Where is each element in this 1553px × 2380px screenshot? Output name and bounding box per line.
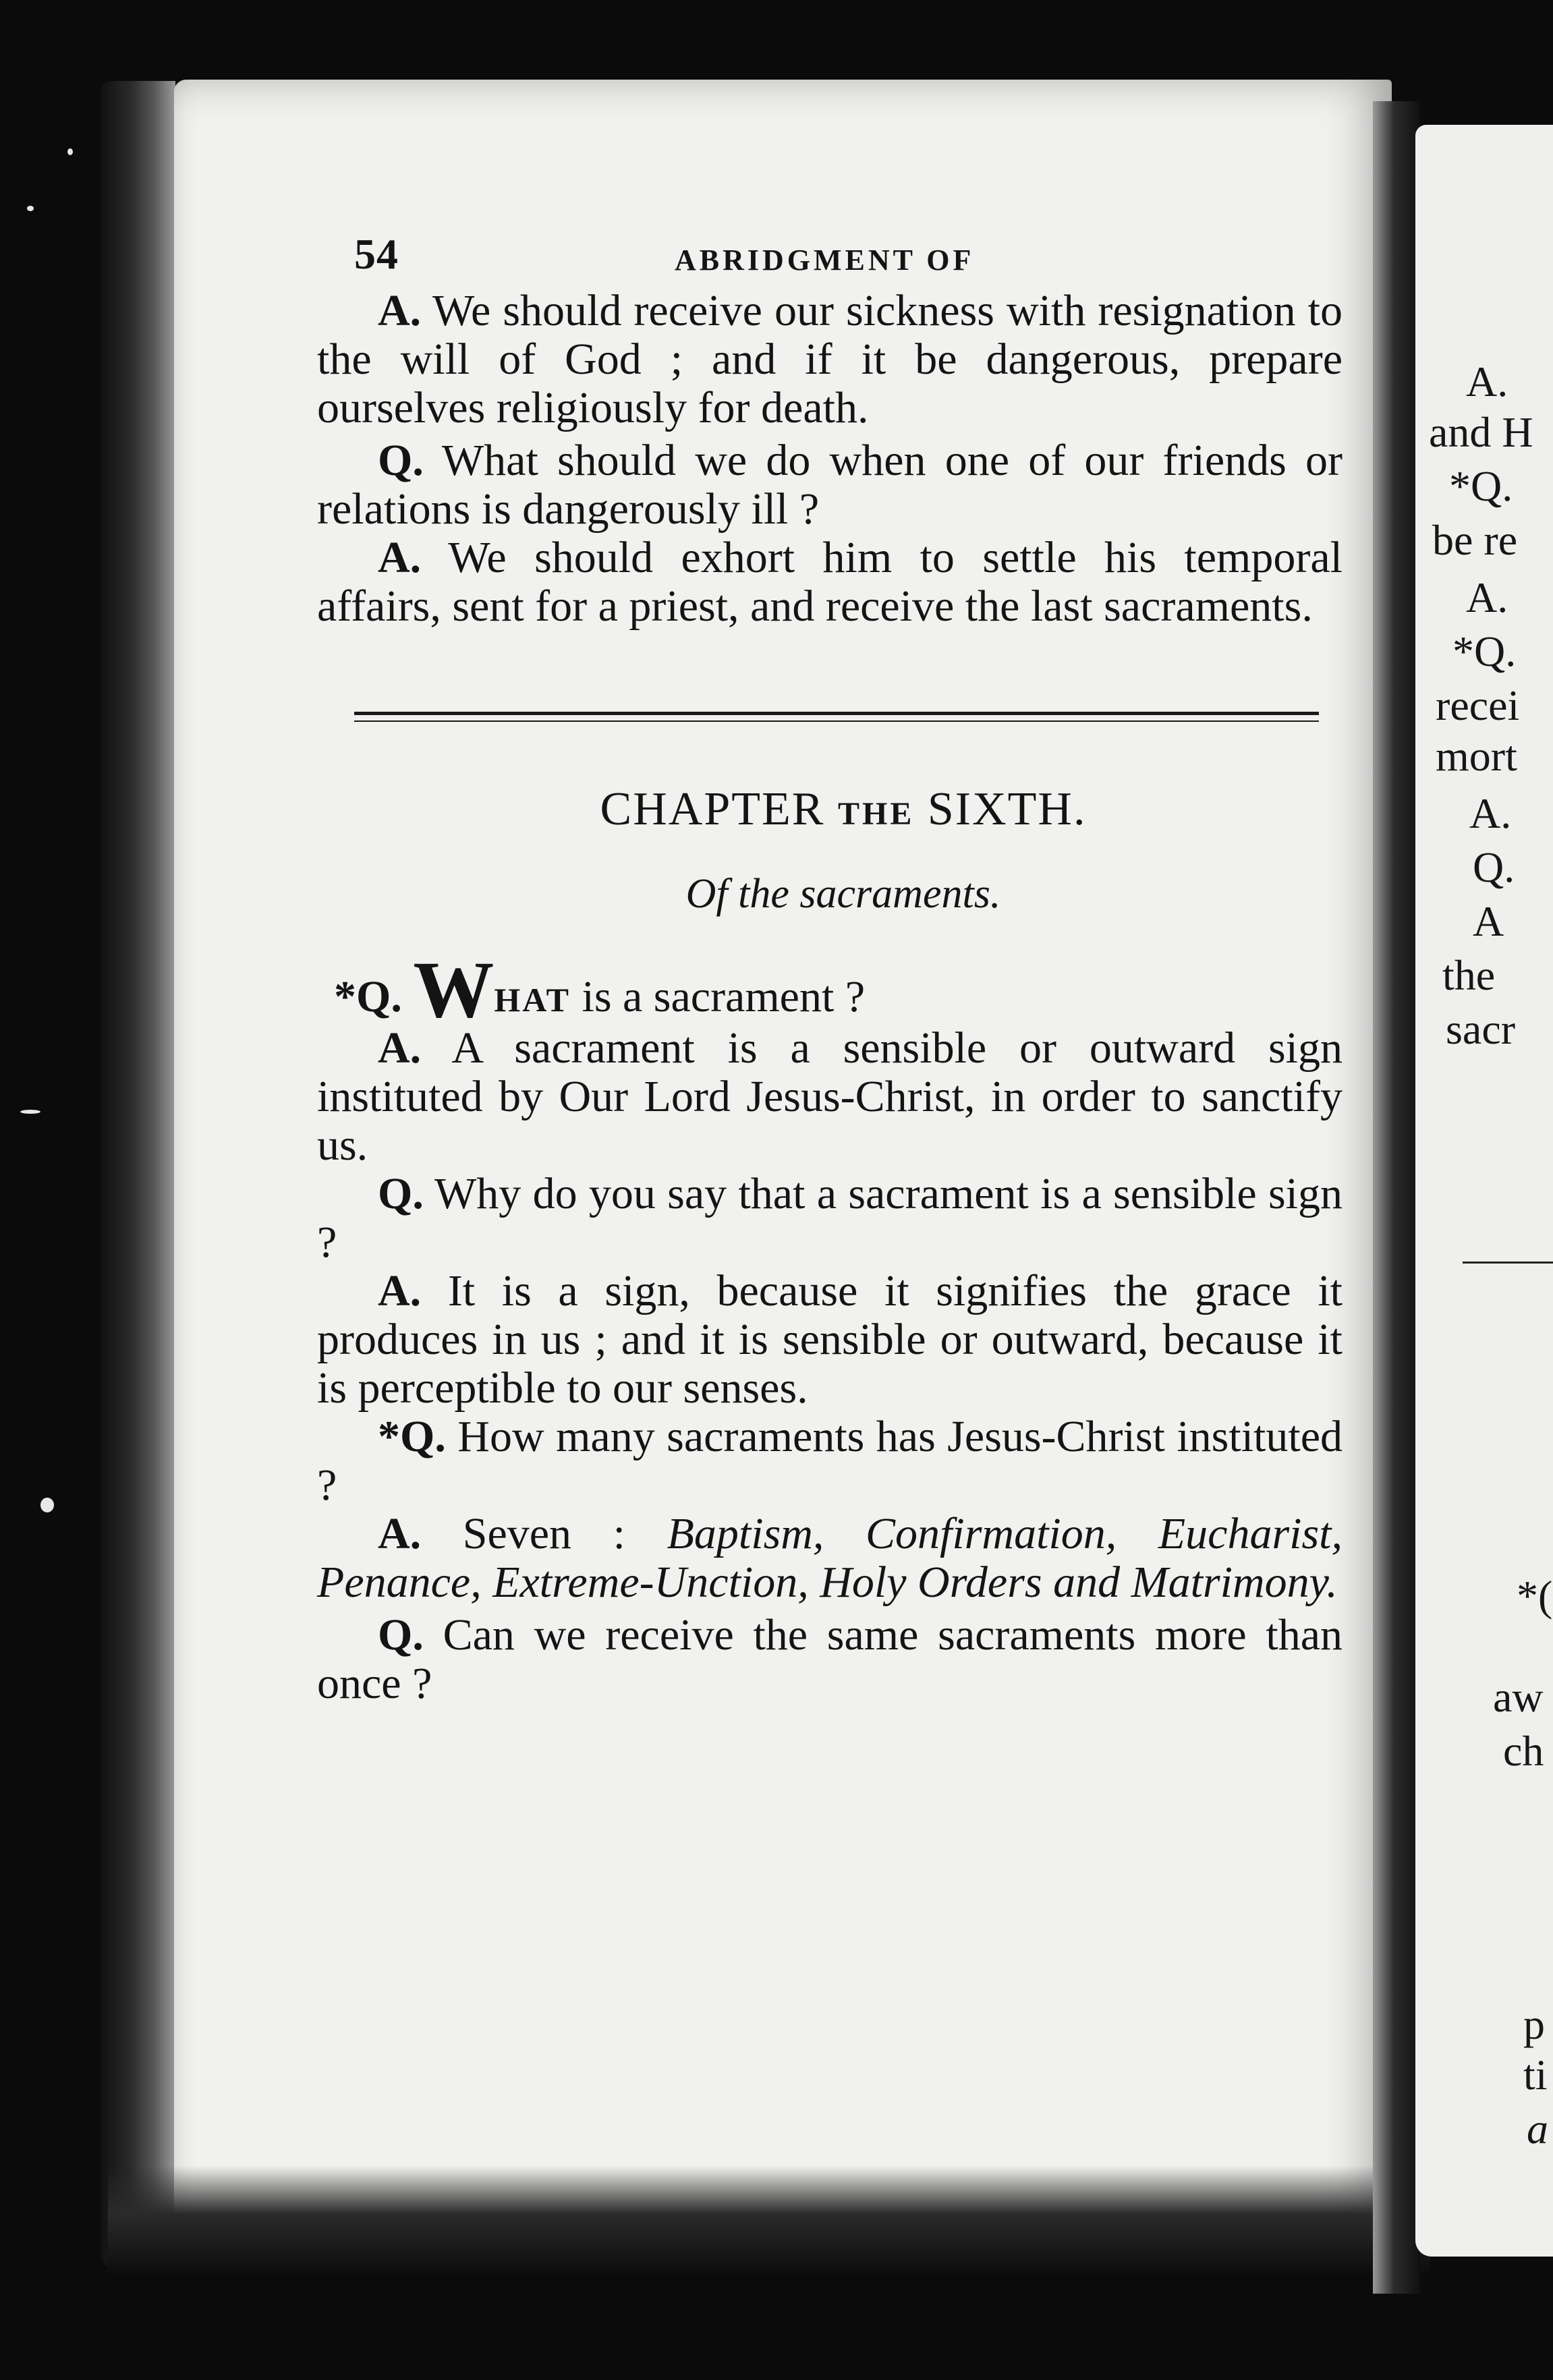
paragraph-text: We should exhort him to settle his temporal affairs, sent for a priest, and receive the last sacraments. (317, 533, 1343, 631)
scan-speck (20, 1110, 40, 1114)
paragraph-text: How many sacraments has Jesus-Christ instituted ? (317, 1412, 1343, 1510)
right-fragment: the (1442, 951, 1496, 999)
answer-label: A. (378, 1023, 422, 1073)
right-fragment: *( (1517, 1572, 1553, 1620)
question-label: Q. (378, 436, 424, 485)
right-fragment: be re (1432, 516, 1518, 564)
right-fragment: A. (1466, 358, 1508, 405)
paragraph (317, 436, 1343, 534)
section-title: Of the sacraments. (685, 871, 1001, 917)
paragraph-text: What should we do when one of our friends or relations is dangerously ill ? (317, 436, 1343, 534)
chapter-divider (354, 712, 1319, 722)
book-edge (101, 81, 175, 2267)
answer-label: A. (378, 1266, 422, 1315)
paragraph-text: Seven : (462, 1509, 625, 1558)
drop-cap: W (413, 944, 495, 1034)
running-head-title: ABRIDGMENT OF (675, 244, 975, 277)
question-label: Q. (378, 1169, 424, 1218)
book-gutter (1373, 101, 1420, 2294)
right-fragment: a (1527, 2105, 1548, 2153)
page-number: 54 (354, 230, 399, 278)
chapter-title-part: SIXTH. (927, 783, 1087, 835)
paragraph (317, 287, 1343, 432)
paragraph (317, 534, 1343, 631)
right-fragment: and H (1429, 408, 1533, 456)
right-page (1415, 125, 1553, 2257)
paragraph-text: Can we receive the same sacraments more than once ? (317, 1610, 1343, 1708)
right-fragment: *Q. (1449, 462, 1513, 510)
scan-speck (67, 148, 73, 155)
paragraph-text: is a sacrament ? (582, 972, 866, 1021)
right-fragment: p (1523, 2000, 1545, 2048)
chapter-title (317, 783, 1343, 837)
paragraph-text: A sacrament is a sensible or outward sign instituted by Our Lord Jesus-Christ, in order to sanctify us. (317, 1023, 1343, 1170)
question-label: Q. (378, 1610, 424, 1660)
chapter-title-part: CHAPTER (600, 783, 825, 835)
right-fragment: A (1473, 897, 1504, 945)
small-caps-text: HAT (494, 981, 571, 1019)
scan-speck (40, 1498, 54, 1512)
right-fragment: Q. (1473, 843, 1515, 891)
answer-label: A. (378, 533, 422, 582)
right-fragment: A. (1466, 573, 1508, 621)
right-fragment: recei (1436, 681, 1520, 729)
paragraph (317, 1170, 1343, 1267)
right-fragment: aw (1493, 1673, 1544, 1721)
right-fragment: A. (1469, 789, 1512, 837)
running-head (317, 216, 1343, 290)
paragraph (317, 1611, 1343, 1708)
paragraph (317, 1510, 1343, 1607)
paragraph (317, 944, 1343, 1034)
right-fragment: *Q. (1452, 627, 1517, 675)
page-shadow (108, 2165, 1430, 2273)
right-fragment: sacr (1446, 1005, 1516, 1053)
right-fragment: ti (1523, 2051, 1548, 2099)
answer-label: A. (378, 1509, 422, 1558)
question-label: *Q. (334, 972, 402, 1021)
paragraph-text: We should receive our sickness with resignation to the will of God ; and if it be dangerous, prepare ourselves religiously for death. (317, 286, 1343, 432)
chapter-title-part: THE (837, 796, 915, 832)
paragraph-text: It is a sign, because it signifies the grace it produces in us ; and it is sensible or outward, because it is perceptible to our senses. (317, 1266, 1343, 1413)
question-label: *Q. (378, 1412, 446, 1461)
paragraph (317, 1024, 1343, 1170)
left-page-content (317, 216, 1343, 1708)
scan-speck (27, 206, 34, 211)
right-fragment: mort (1436, 732, 1517, 780)
answer-label: A. (378, 286, 422, 335)
right-rule (1463, 1262, 1553, 1264)
paragraph (317, 1267, 1343, 1413)
right-fragment: ch (1503, 1727, 1544, 1775)
sacrament-list: Baptism, Confirmation, Eucharist, Penance, Extreme-Unction, Holy Orders and Matrimony. (317, 1509, 1343, 1607)
paragraph (317, 1413, 1343, 1510)
paragraph-text: Why do you say that a sacrament is a sensible sign ? (317, 1169, 1343, 1267)
